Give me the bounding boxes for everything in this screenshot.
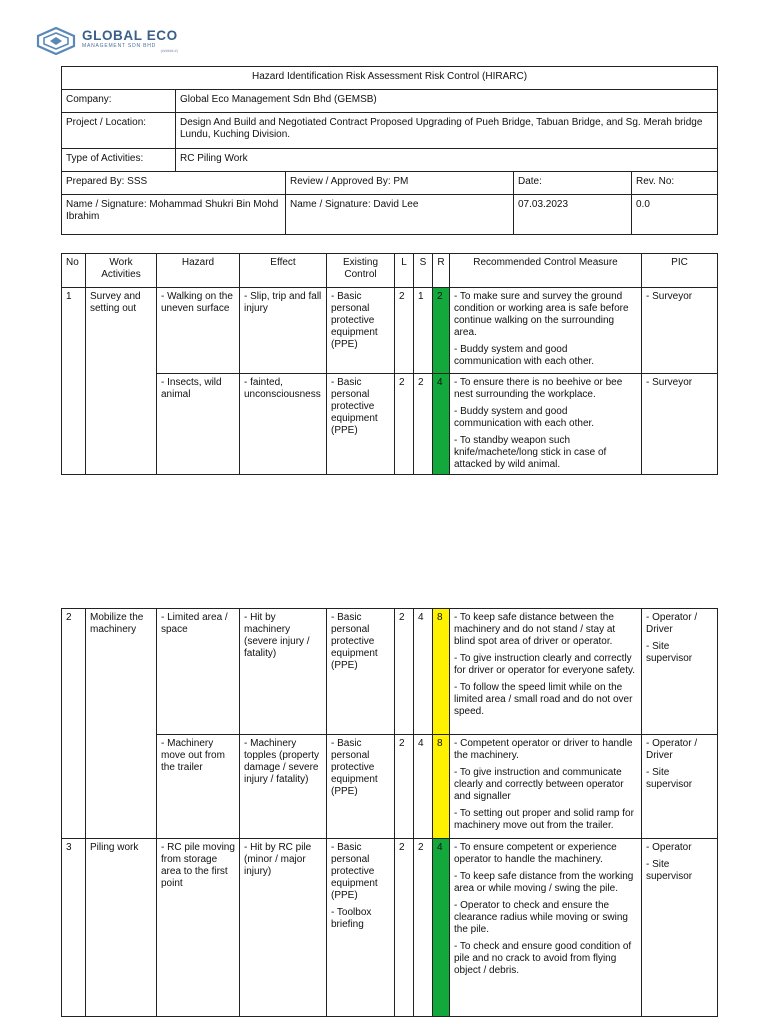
control-cell: - Basic personal protective equipment (PPE) [327,374,395,475]
company-label: Company: [62,90,176,113]
activity-no: 1 [62,288,86,475]
logo-subtitle: MANAGEMENT SDN BHD [82,42,157,49]
prepared-by: Prepared By: SSS [62,172,286,195]
col-header-s: S [414,254,433,288]
col-header-pic: PIC [642,254,718,288]
measure-item: - To make sure and survey the ground condition or working area is safe before continue walking on the surrounding area. [454,291,629,338]
measure-item: - Buddy system and good communication with each other. [454,344,595,367]
measure-item: - To keep safe distance from the working area or while moving / swing the pile. [454,871,634,894]
measure-cell [450,609,642,735]
col-header-l: L [395,254,414,288]
pic-item: - Operator [646,842,692,853]
pic-item: - Site supervisor [646,641,693,664]
pic-item: - Operator / Driver [646,612,698,635]
measure-item: - To give instruction and communicate clearly and correctly between operator and signaller [454,767,624,802]
effect-cell: - fainted, unconsciousness [240,374,327,475]
risk-assessment-table-2 [61,608,718,1017]
col-header-no: No [62,254,86,288]
logo-mark-icon [36,27,76,55]
company-logo [36,26,178,56]
hazard-cell: - Machinery move out from the trailer [157,735,240,839]
document-title: Hazard Identification Risk Assessment Risk Control (HIRARC) [62,67,718,90]
col-header-work: Work Activities [86,254,157,288]
measure-cell [450,374,642,475]
measure-item: - Operator to check and ensure the clearance radius while moving or swing the pile. [454,900,628,935]
likelihood-cell: 2 [395,609,414,735]
likelihood-cell: 2 [395,288,414,374]
pic-item: - Site supervisor [646,859,693,882]
pic-cell [642,288,718,374]
effect-cell: - Hit by RC pile (minor / major injury) [240,839,327,1017]
severity-cell: 4 [414,609,433,735]
table-row [62,839,718,1017]
measure-item: - Competent operator or driver to handle the machinery. [454,738,633,761]
table-row [62,374,718,475]
risk-rating-low: 4 [433,374,450,475]
prepared-name-signature: Name / Signature: Mohammad Shukri Bin Mohd Ibrahim [62,195,286,235]
severity-cell: 1 [414,288,433,374]
measure-item: - To ensure competent or experience operator to handle the machinery. [454,842,617,865]
col-header-control: Existing Control [327,254,395,288]
control-cell: - Basic personal protective equipment (PPE) [327,288,395,374]
effect-cell: - Hit by machinery (severe injury / fatality) [240,609,327,735]
measure-item: - To ensure there is no beehive or bee nest surrounding the workplace. [454,377,623,400]
pic-cell [642,839,718,1017]
col-header-measure: Recommended Control Measure [450,254,642,288]
risk-rating-medium: 8 [433,609,450,735]
activity-no: 3 [62,839,86,1017]
table-row [62,609,718,735]
table-row [62,288,718,374]
document-header-table [61,66,718,235]
company-value: Global Eco Management Sdn Bhd (GEMSB) [176,90,718,113]
col-header-hazard: Hazard [157,254,240,288]
measure-cell [450,288,642,374]
measure-item: - Buddy system and good communication with each other. [454,406,595,429]
control-cell: - Basic personal protective equipment (PPE) [327,735,395,839]
severity-cell: 2 [414,374,433,475]
logo-name: GLOBAL ECO [82,28,178,43]
control-cell [327,839,395,1017]
likelihood-cell: 2 [395,735,414,839]
table-row [62,735,718,839]
likelihood-cell: 2 [395,374,414,475]
hazard-cell: - Limited area / space [157,609,240,735]
rev-value: 0.0 [632,195,718,235]
measure-cell [450,839,642,1017]
hazard-cell: - Walking on the uneven surface [157,288,240,374]
measure-item: - To follow the speed limit while on the limited area / small road and do not over speed. [454,682,633,717]
measure-item: - To give instruction clearly and correctly for driver or operator for everyone safety. [454,653,636,676]
col-header-effect: Effect [240,254,327,288]
activity-work: Mobilize the machinery [86,609,157,839]
logo-registration: (######-#) [160,48,178,53]
activity-no: 2 [62,609,86,839]
risk-rating-medium: 8 [433,735,450,839]
likelihood-cell: 2 [395,839,414,1017]
hazard-cell: - Insects, wild animal [157,374,240,475]
risk-rating-low: 4 [433,839,450,1017]
measure-cell [450,735,642,839]
pic-item: - Surveyor [646,377,693,388]
measure-item: - To setting out proper and solid ramp for machinery move out from the trailer. [454,808,634,831]
risk-assessment-table-1 [61,253,718,475]
date-label: Date: [514,172,632,195]
effect-cell: - Machinery topples (property damage / severe injury / fatality) [240,735,327,839]
pic-item: - Operator / Driver [646,738,698,761]
effect-cell: - Slip, trip and fall injury [240,288,327,374]
reviewed-name-signature: Name / Signature: David Lee [286,195,514,235]
activity-work: Piling work [86,839,157,1017]
col-header-r: R [433,254,450,288]
rev-label: Rev. No: [632,172,718,195]
measure-item: - To check and ensure good condition of pile and no crack to avoid from flying object / debris. [454,941,632,976]
control-item: - Basic personal protective equipment (PPE) [331,842,378,901]
severity-cell: 4 [414,735,433,839]
activity-type-label: Type of Activities: [62,149,176,172]
pic-cell [642,609,718,735]
measure-item: - To keep safe distance between the machinery and do not stand / stay at blind spot area of driver or operator. [454,612,616,647]
activity-work: Survey and setting out [86,288,157,475]
pic-cell [642,374,718,475]
control-cell: - Basic personal protective equipment (PPE) [327,609,395,735]
project-label: Project / Location: [62,113,176,149]
control-item: - Toolbox briefing [331,907,372,930]
risk-rating-low: 2 [433,288,450,374]
pic-item: - Surveyor [646,291,693,302]
date-value: 07.03.2023 [514,195,632,235]
activity-type-value: RC Piling Work [176,149,718,172]
reviewed-by: Review / Approved By: PM [286,172,514,195]
project-value: Design And Build and Negotiated Contract Proposed Upgrading of Pueh Bridge, Tabuan Bridge, and Sg. Merah bridge Lundu, Kuching Division. [176,113,718,149]
hazard-cell: - RC pile moving from storage area to the first point [157,839,240,1017]
measure-item: - To standby weapon such knife/machete/long stick in case of attacked by wild animal. [454,435,607,470]
pic-item: - Site supervisor [646,767,693,790]
severity-cell: 2 [414,839,433,1017]
pic-cell [642,735,718,839]
